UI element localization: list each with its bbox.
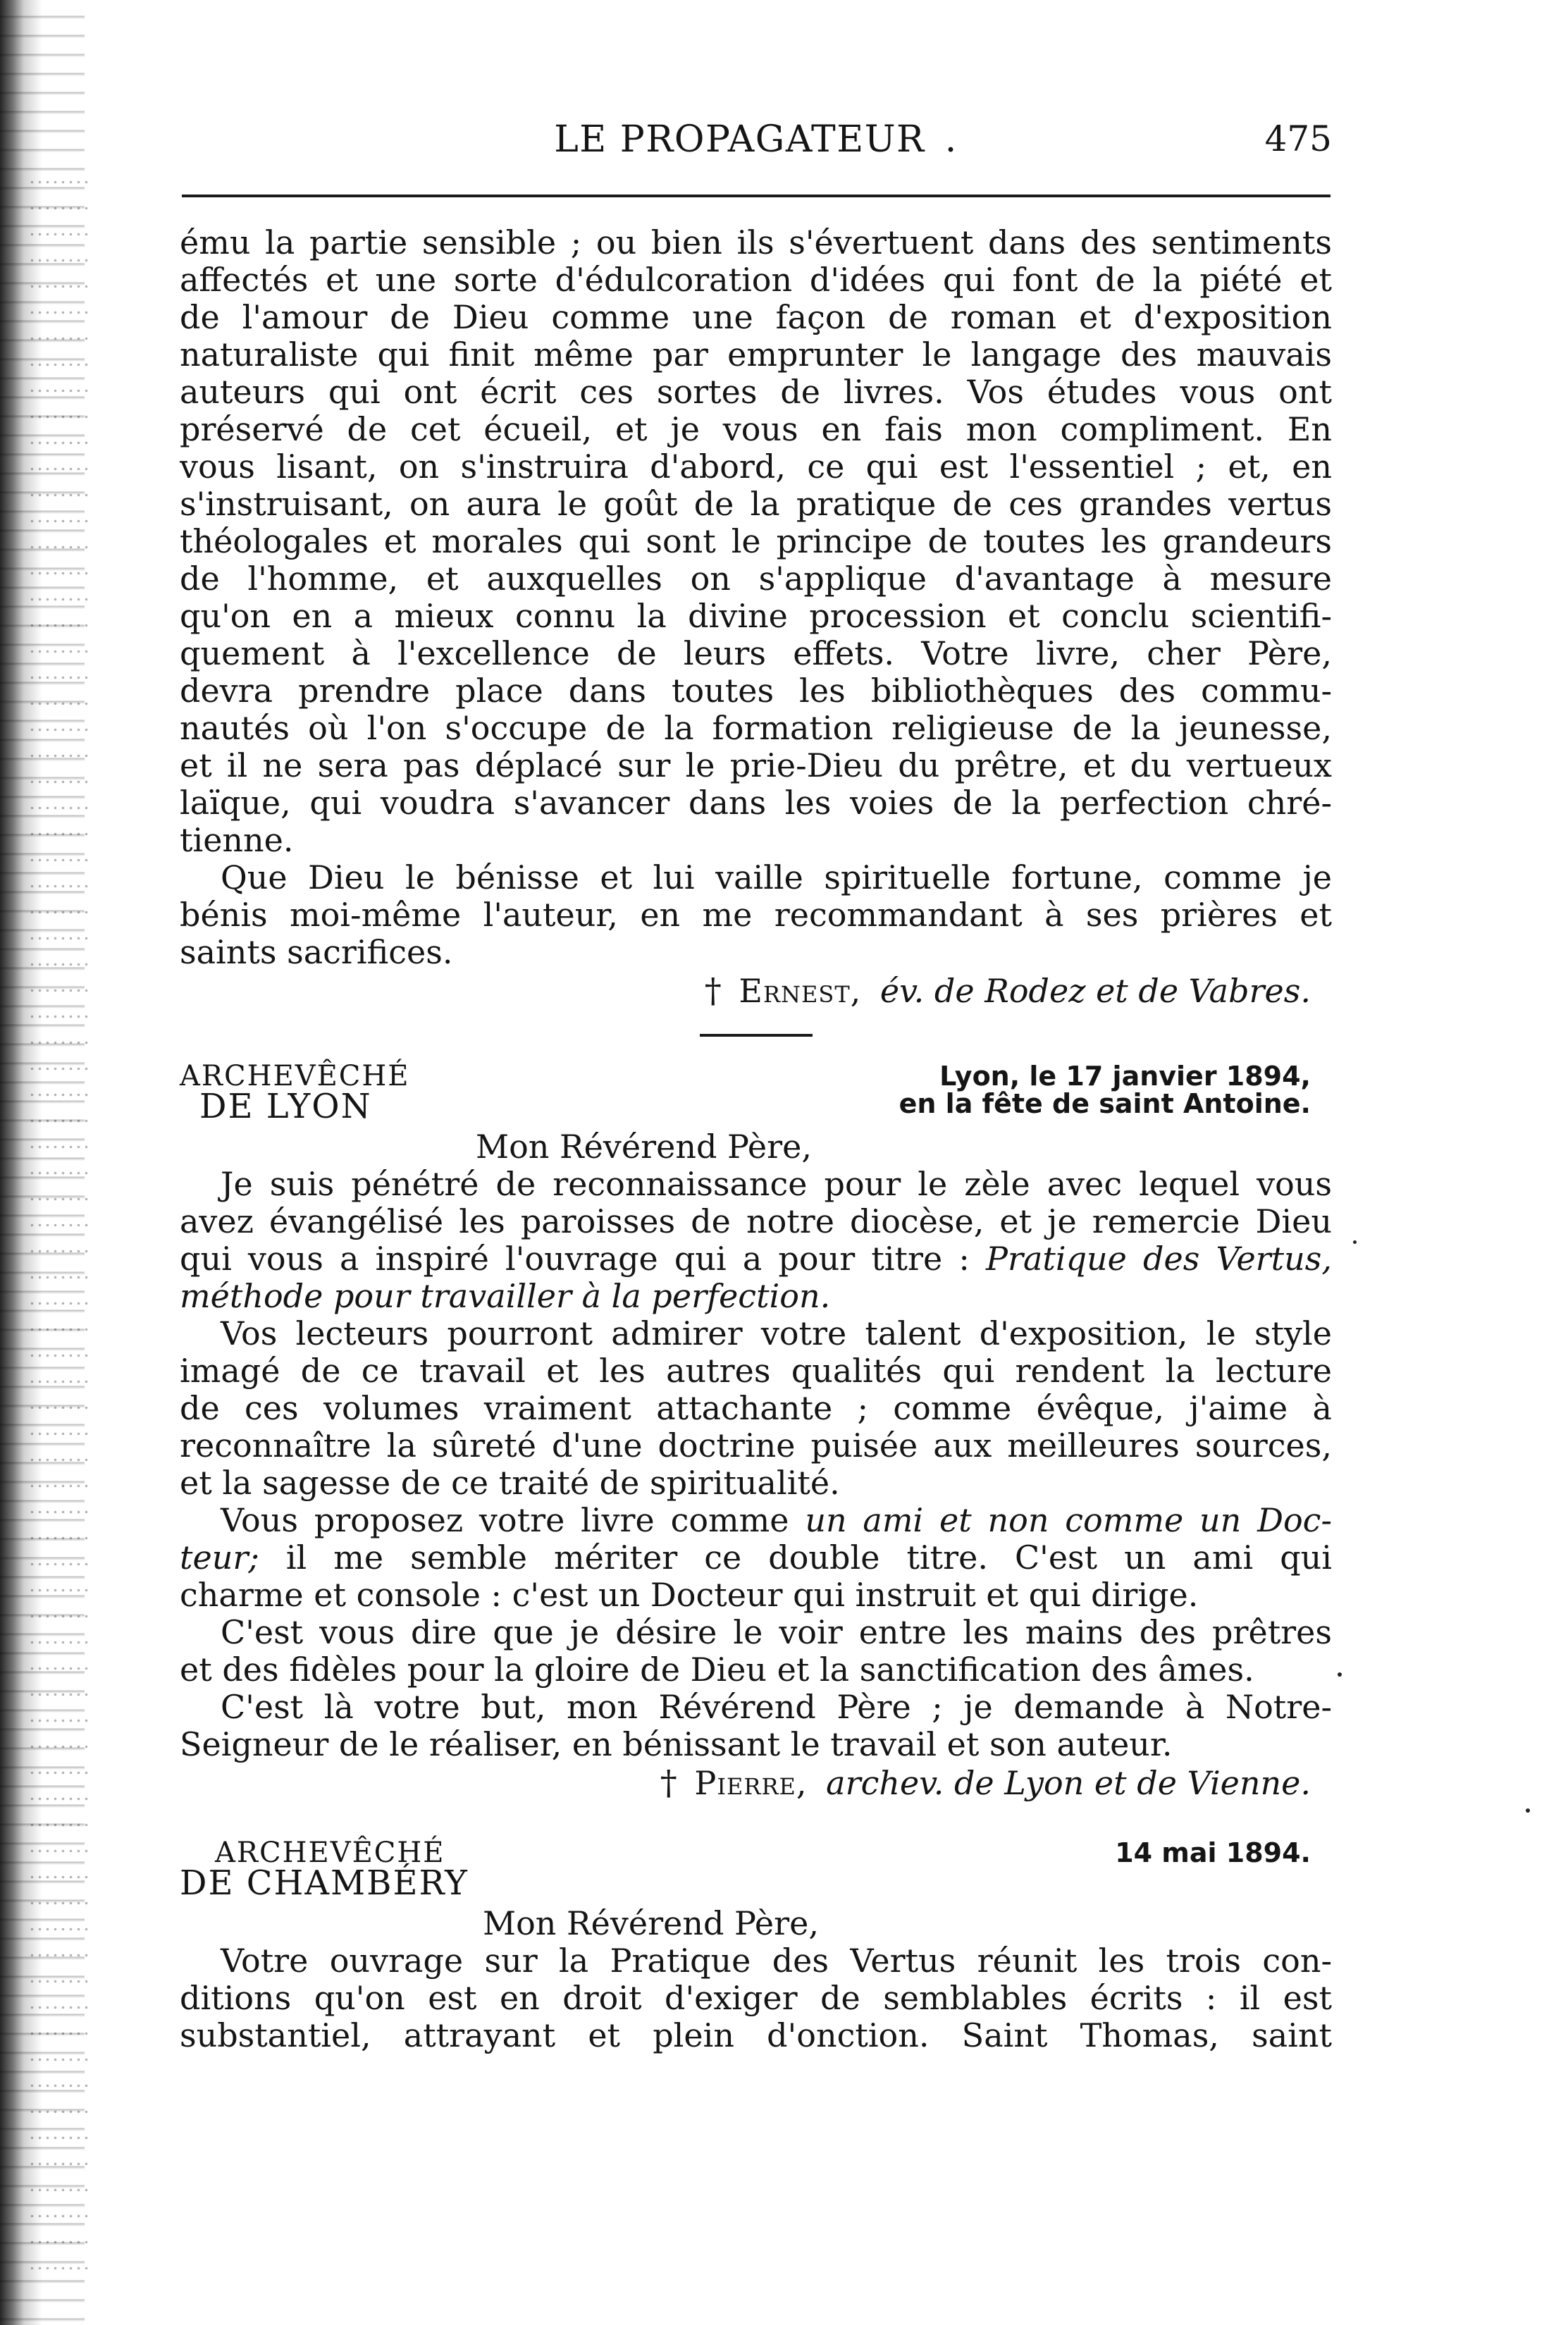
letter-chambery xyxy=(180,1830,1332,2054)
text-line: vous lisant, on s'instruira d'abord, ce qui est l'essentiel ; et, en xyxy=(180,448,1332,486)
text-line: C'est vous dire que je désire le voir entre les mains des prêtres xyxy=(221,1613,1332,1651)
letter-rodez xyxy=(180,224,1332,1010)
book-subtitle: méthode pour travailler à la perfection. xyxy=(180,1277,831,1315)
running-header xyxy=(180,106,1332,169)
text-line: laïque, qui voudra s'avancer dans les voies de la perfection chré- xyxy=(180,784,1332,822)
text-line: ditions qu'on est en droit d'exiger de semblables écrits : il est xyxy=(180,1979,1332,2017)
text-line: préservé de cet écueil, et je vous en fais mon compliment. En xyxy=(180,410,1332,448)
text-line: saints sacrifices. xyxy=(180,933,453,971)
dateline: 14 mai 1894. xyxy=(1115,1837,1311,1868)
text-line: avez évangélisé les paroisses de notre diocèse, et je remercie Dieu xyxy=(180,1202,1332,1240)
binding-edge-specks xyxy=(28,169,92,2283)
salutation: Mon Révérend Père, xyxy=(476,1128,812,1166)
text-line: Seigneur de le réaliser, en bénissant le travail et son auteur. xyxy=(180,1725,1173,1763)
dateline: en la fête de saint Antoine. xyxy=(899,1088,1311,1119)
text-line: naturaliste qui finit même par emprunter le langage des mauvais xyxy=(180,335,1332,374)
text-line: de ces volumes vraiment attachante ; comme évêque, j'aime à xyxy=(180,1389,1332,1427)
header-dot: . xyxy=(944,118,958,161)
text-line: et il ne sera pas déplacé sur le prie-Dieu du prêtre, et du vertueux xyxy=(180,746,1332,784)
page-number: 475 xyxy=(1264,118,1332,159)
salutation: Mon Révérend Père, xyxy=(483,1904,819,1942)
text-line: s'instruisant, on aura le goût de la pratique de ces grandes vertus xyxy=(180,485,1332,523)
letter-lyon xyxy=(180,1054,1332,1802)
text-line: Que Dieu le bénisse et lui vaille spirituelle fortune, comme je xyxy=(221,858,1332,896)
letterhead-row xyxy=(180,1087,1332,1128)
letterhead-row xyxy=(180,1830,1332,1868)
letterhead-city: DE LYON xyxy=(199,1087,372,1126)
signature-lyon xyxy=(180,1765,1332,1802)
text-line xyxy=(180,1539,1332,1577)
page-body xyxy=(180,224,1332,2054)
text-line: de l'amour de Dieu comme une façon de roman et d'exposition xyxy=(180,298,1332,336)
text-line: charme et console : c'est un Docteur qui instruit et qui dirige. xyxy=(180,1576,1199,1614)
text-line: bénis moi-même l'auteur, en me recommandant à ses prières et xyxy=(180,896,1332,934)
text-line: et des fidèles pour la gloire de Dieu et la sanctification des âmes. xyxy=(180,1651,1254,1689)
text-run: il me semble mériter ce double titre. C'est un ami qui xyxy=(259,1538,1332,1577)
margin-speck xyxy=(1526,1808,1530,1813)
signatory-name: Ernest, xyxy=(739,972,862,1010)
section-divider xyxy=(700,1034,813,1037)
text-line: affectés et une sorte d'édulcoration d'idées qui font de la piété et xyxy=(180,261,1332,299)
letterhead-archdiocese: ARCHEVÊCHÉ xyxy=(180,1060,410,1092)
dateline: Lyon, le 17 janvier 1894, xyxy=(939,1061,1311,1092)
text-line: auteurs qui ont écrit ces sortes de livres. Vos études vous ont xyxy=(180,373,1332,411)
text-line: nautés où l'on s'occupe de la formation religieuse de la jeunesse, xyxy=(180,709,1332,747)
text-line: de l'homme, et auxquelles on s'applique d'avantage à mesure xyxy=(180,560,1332,598)
text-line: et la sagesse de ce traité de spiritualité. xyxy=(180,1464,840,1502)
text-line: devra prendre place dans toutes les bibliothèques des commu- xyxy=(180,672,1332,710)
signatory-title: archev. de Lyon et de Vienne. xyxy=(826,1764,1311,1802)
section-gap xyxy=(180,1802,1332,1830)
text-line xyxy=(180,1502,1332,1539)
text-run-italic: un ami et non comme un Doc- xyxy=(805,1501,1332,1539)
cross-icon: † xyxy=(660,1763,677,1803)
text-line: substantiel, attrayant et plein d'onction. Saint Thomas, saint xyxy=(180,2016,1332,2054)
journal-title: LE PROPAGATEUR xyxy=(554,118,925,161)
cross-icon: † xyxy=(704,971,722,1011)
letterhead-row xyxy=(180,1863,1332,1905)
signatory-name: Pierre, xyxy=(694,1764,808,1802)
letterhead-archdiocese: ARCHEVÊCHÉ xyxy=(215,1837,445,1869)
text-line: Vos lecteurs pourront admirer votre talent d'exposition, le style xyxy=(221,1314,1332,1352)
text-line: théologales et morales qui sont le principe de toutes les grandeurs xyxy=(180,522,1332,560)
text-run: Vous proposez votre livre comme xyxy=(221,1501,805,1539)
text-run-italic: teur; xyxy=(180,1538,259,1577)
text-line: C'est là votre but, mon Révérend Père ; je demande à Notre- xyxy=(221,1688,1332,1726)
margin-speck xyxy=(1338,1672,1342,1677)
signatory-title: év. de Rodez et de Vabres. xyxy=(879,972,1311,1010)
running-title xyxy=(180,118,1332,161)
margin-speck xyxy=(1353,1240,1357,1244)
letterhead-city: DE CHAMBÉRY xyxy=(180,1863,469,1903)
text-line xyxy=(180,1278,1332,1315)
text-line xyxy=(180,1240,1332,1278)
text-run: qui vous a inspiré l'ouvrage qui a pour titre : xyxy=(180,1240,987,1278)
text-line: quement à l'excellence de leurs effets. Votre livre, cher Père, xyxy=(180,634,1332,672)
text-line: reconnaître la sûreté d'une doctrine puisée aux meilleures sources, xyxy=(180,1426,1332,1464)
text-line: Je suis pénétré de reconnaissance pour le zèle avec lequel vous xyxy=(221,1165,1332,1203)
text-line: tienne. xyxy=(180,821,294,859)
text-line: imagé de ce travail et les autres qualités qui rendent la lecture xyxy=(180,1352,1332,1390)
header-rule xyxy=(182,195,1331,197)
text-line: Votre ouvrage sur la Pratique des Vertus réunit les trois con- xyxy=(221,1942,1332,1980)
signature-rodez xyxy=(180,973,1332,1010)
text-line: qu'on en a mieux connu la divine procession et conclu scientifi- xyxy=(180,597,1332,635)
text-line: ému la partie sensible ; ou bien ils s'évertuent dans des sentiments xyxy=(180,223,1332,261)
book-title: Pratique des Vertus, xyxy=(986,1240,1332,1278)
